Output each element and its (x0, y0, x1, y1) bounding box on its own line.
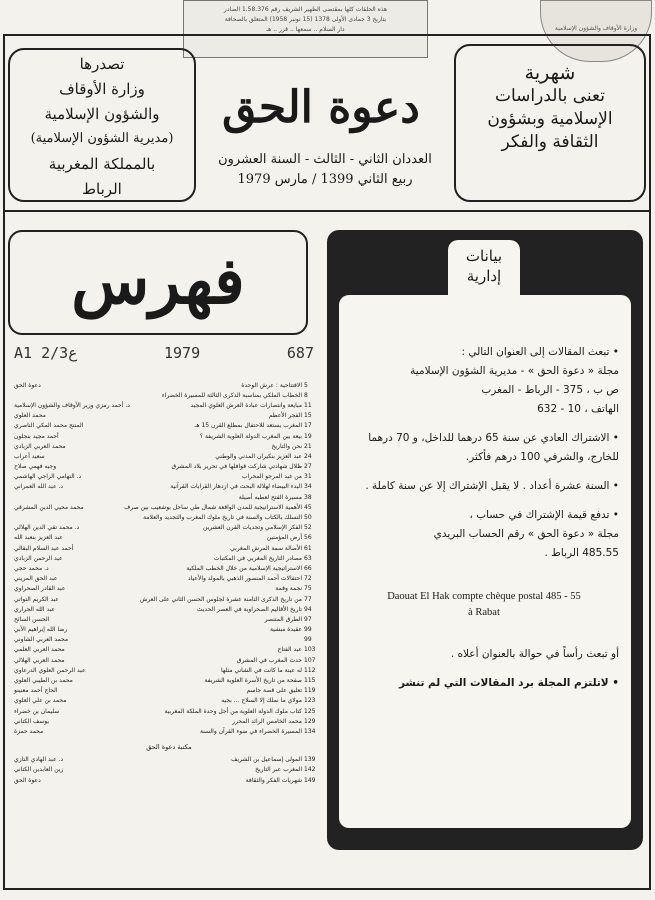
toc-row (14, 451, 324, 461)
toc-row (14, 775, 324, 785)
toc-author: محمد بن علي العلوي (14, 697, 67, 705)
toc-author: المنتج محمد المكي الناصري (14, 422, 84, 430)
toc-author: محمد العربي الزبادي (14, 442, 66, 450)
toc-article-title: نحن والتاريخ (271, 442, 302, 450)
toc-page-number: 8 (304, 391, 308, 399)
toc-article-title: من غيد المرجو المحراب (241, 473, 302, 481)
payment-account-line: مجلة « دعوة الحق » رقم الحساب البريدي (433, 528, 619, 540)
toc-article-title: بيعة بين المغرب الدولة العلوية الشريفة ؟ (199, 432, 302, 440)
toc-page-number: 77 (304, 595, 312, 603)
toc-page-number: 56 (304, 534, 312, 542)
admin-heading (448, 240, 520, 300)
toc-article-title: الأصالة سمة المرش المغربي (230, 544, 302, 552)
toc-article-title: الطرق المتنصر (264, 615, 302, 623)
catalog-year: 1979 (164, 344, 201, 362)
toc-author: وجيه فهمي صلاح (14, 463, 57, 471)
postal-box: ص ب ، 375 - الرباط - المغرب (481, 384, 619, 396)
toc-row (14, 716, 324, 726)
toc-page-number: 11 (304, 401, 312, 409)
toc-article-title: مصادر التاريخ المغربي في المكتبات (213, 554, 302, 562)
masthead-title: دعوة الحق (222, 82, 420, 133)
toc-page-number: 19 (304, 432, 312, 440)
toc-article-title: تعليق على قصة جاسم (246, 687, 302, 695)
toc-article-title: الفكر الإسلامي وتحديات القرن العشرين (203, 524, 302, 532)
toc-page-number: 72 (304, 575, 312, 583)
toc-page-number: 63 (304, 554, 312, 562)
toc-author: عبد الرحمن الزبادي (14, 554, 63, 562)
toc-article-title: تاريخ الأقاليم الصحراوية في العصر الحديث (196, 605, 302, 613)
toc-page-number: 66 (304, 564, 312, 572)
payment-intro: • تدفع قيمة الإشتراك في حساب ، (470, 509, 620, 521)
toc-page-number: 31 (304, 473, 312, 481)
toc-row (14, 635, 324, 645)
table-of-contents (14, 380, 324, 785)
toc-row (14, 390, 324, 400)
toc-author: زين العابدين الكتاني (14, 766, 64, 774)
toc-page-number: 97 (304, 615, 312, 623)
index-title: فهرس (8, 230, 308, 335)
toc-author: محمد العلوي (14, 412, 46, 420)
publisher-line: الرباط (82, 180, 122, 198)
toc-author: محمد العربي الهلالي (14, 656, 65, 664)
payment-account-number: 485.55 الرباط . (544, 547, 619, 559)
toc-article-title: من تاريخ الذكرى الثامنة عشرة لجلوس الحسن الثاني على العرش (140, 595, 302, 603)
toc-page-number: 134 (304, 727, 316, 735)
toc-page-number: 24 (304, 452, 312, 460)
toc-row (14, 512, 324, 522)
toc-page-number: 142 (304, 766, 316, 774)
french-account-city: à Rabat (468, 607, 500, 618)
toc-page-number: 21 (304, 442, 312, 450)
phone-number: الهاتف ، 10 - 632 (537, 403, 619, 415)
toc-article-title: الفجر الأعظم (268, 412, 302, 420)
admin-info-panel (339, 295, 631, 828)
toc-row (14, 482, 324, 492)
toc-article-title: شهريات الفكر والثقافة (245, 776, 302, 784)
toc-row (14, 400, 324, 410)
toc-page-number: 103 (304, 646, 316, 654)
header-divider (3, 210, 651, 212)
toc-page-number: 107 (304, 656, 316, 664)
toc-author: دعوة الحق (14, 776, 41, 784)
issue-info (200, 150, 450, 190)
toc-article-title: عقيدة مبشية (269, 626, 302, 634)
publisher-line: تصدرها (79, 55, 125, 73)
toc-article-title: المولى إسماعيل بن الشريف (231, 756, 302, 764)
toc-page-number: 45 (304, 503, 312, 511)
toc-row (14, 675, 324, 685)
toc-article-title: المغرب عبر التاريخ (255, 766, 302, 774)
subject-line: الإسلامية وبشؤون (487, 109, 613, 129)
toc-page-number: 112 (304, 666, 316, 674)
toc-row (14, 696, 324, 706)
toc-author: الحسن السائح (14, 615, 50, 623)
toc-author: سعيد أعراب (14, 452, 45, 460)
toc-page-number: 61 (304, 544, 312, 552)
subject-line: الثقافة والفكر (501, 132, 599, 152)
toc-row (14, 380, 324, 390)
submission-address-intro: • تبعث المقالات إلى العنوان التالي : (461, 346, 619, 358)
stamp-line: هذه الحلقات كلها بمقتضى الظهير الشريف رقم 1.58.376 الصادر (223, 6, 388, 13)
toc-article-title: المسيرة الخضراء في ضوء القرآن والسنة (199, 727, 302, 735)
toc-row (14, 686, 324, 696)
toc-page-number: 94 (304, 605, 312, 613)
submission-address-line: مجلة « دعوة الحق » - مديرية الشؤون الإسلامية (410, 365, 619, 377)
seal-text: وزارة الأوقاف والشؤون الإسلامية (554, 25, 638, 32)
toc-page-number: 99 (304, 636, 312, 644)
stamp-line: دار السلام .. سمعها .. قرر .. هـ (266, 26, 345, 33)
toc-page-number: 27 (304, 463, 312, 471)
toc-article-title: محمد الخامس الرائد المحرر (232, 717, 302, 725)
toc-page-number: 75 (304, 585, 312, 593)
toc-author: أحمد عبد السلام البقالي (14, 544, 74, 552)
toc-article-title: مولاي ما نملك إلا السلاح ... بجيه (221, 697, 302, 705)
toc-article-title: مسيرة الفتح لعطيه أصيلة (238, 493, 302, 501)
subject-box (454, 44, 646, 202)
publisher-line: (مديرية الشؤون الإسلامية) (30, 131, 174, 146)
subject-line: تعنى بالدراسات (494, 86, 605, 106)
toc-article-title: البدء البيضاء لهلالة البحث في ازدهار القرابات القرآنية (170, 483, 302, 491)
french-account-line: Daouat El Hak compte chèque postal 485 - 55 (387, 591, 581, 602)
toc-author: د. محمد تقي الدين الهلالي (14, 524, 80, 532)
toc-author: د. محمد حجي (14, 564, 49, 572)
toc-page-number: 123 (304, 697, 316, 705)
toc-author: محمد محيي الدين المشرقي (14, 503, 84, 511)
toc-row (14, 543, 324, 553)
toc-row (14, 563, 324, 573)
toc-page-number: 52 (304, 524, 312, 532)
toc-article-title: احتفالات أحمد المنصور الذهبي بالمولد والأعياد (188, 575, 302, 583)
toc-author: عبد الحق المريني (14, 575, 58, 583)
publisher-box (8, 48, 196, 202)
toc-author: عبد الكريم التواتي (14, 595, 59, 603)
toc-article-title: له عينة ما كانت في الشاني مثلها (220, 666, 302, 674)
toc-author: الحاج أحمد معنينو (14, 687, 58, 695)
toc-author: د. التهامي الراجي الهاشمي (14, 473, 82, 481)
publisher-line: وزارة الأوقاف (59, 80, 145, 98)
toc-page-number: 5 (304, 381, 308, 389)
toc-author: د. عبد الله العمراني (14, 483, 64, 491)
french-account-note (349, 589, 619, 621)
toc-row (14, 472, 324, 482)
toc-row (14, 625, 324, 635)
toc-article-title: صفحة من تاريخ الأسرة العلوية الشريفة (204, 677, 302, 685)
toc-row (14, 421, 324, 431)
toc-row (14, 492, 324, 502)
toc-author: د. عبد الهادي التازي (14, 756, 64, 764)
toc-page-number: 149 (304, 776, 316, 784)
toc-page-number: 125 (304, 707, 316, 715)
toc-article-title: مبايعة وانتصارات عبادة العرش العلوي المجيد (190, 401, 302, 409)
toc-row (14, 462, 324, 472)
toc-author: عبد الرحمن العلوي الدرعاوي (14, 666, 86, 674)
toc-author: محمد العربي الشاوني (14, 636, 69, 644)
toc-row (14, 665, 324, 675)
subscription-terms: • السنة عشرة أعداد . لا يقبل الإشتراك إلا عن سنة كاملة . (349, 477, 619, 496)
admin-heading-line: بيانات (465, 247, 503, 265)
toc-article-title: التسلك بالكتاب والسنة في تاريخ ملوك المغرب والتجديد والعلامة (143, 514, 302, 522)
toc-row (14, 411, 324, 421)
toc-page-number: 38 (304, 493, 312, 501)
toc-row (14, 502, 324, 512)
toc-row (14, 431, 324, 441)
toc-row (14, 765, 324, 775)
toc-article-title: نجمة وقمة (275, 585, 302, 593)
toc-author: محمد العربي العلمي (14, 646, 65, 654)
toc-page-number: 15 (304, 412, 312, 420)
toc-article-title: ظلال شهادتي شاركت قوافلها في تحرير بلاد المشرق (171, 463, 302, 471)
toc-row (14, 441, 324, 451)
toc-article-title: حدث المغرب في المشرق (236, 656, 302, 664)
no-return-notice: • لاتلتزم المجلة برد المقالات التي لم تنشر (349, 674, 619, 693)
toc-article-title: عبد العزيز بنكيران المدني والوطني (215, 452, 302, 460)
toc-row (14, 726, 324, 736)
toc-page-number: 99 (304, 626, 312, 634)
toc-author: محمد حمزة (14, 727, 44, 735)
toc-article-title: أرض المؤمنين (266, 534, 302, 542)
toc-row (14, 655, 324, 665)
toc-row (14, 584, 324, 594)
toc-page-number: 17 (304, 422, 312, 430)
toc-row (14, 574, 324, 584)
toc-page-number: 129 (304, 717, 316, 725)
toc-row (14, 755, 324, 765)
toc-article-title: الاستراتيجية الإسلامية من خلال الخطب الملكية (186, 564, 302, 572)
toc-section-title: مكتبة دعوة الحق (146, 742, 192, 751)
admin-heading-line: إدارية (466, 267, 502, 285)
money-order-note: أو تبعث رأساً في حوالة بالعنوان أعلاه . (450, 648, 619, 660)
toc-page-number: 115 (304, 677, 316, 685)
catalog-code: A1 2/3ع (14, 344, 78, 362)
subject-line: شهرية (524, 62, 576, 84)
toc-page-number: 34 (304, 483, 312, 491)
handwritten-catalog-mark (14, 344, 314, 362)
toc-author: عبد القادر الصحراوي (14, 585, 66, 593)
toc-page-number: 50 (304, 514, 312, 522)
catalog-number: 687 (286, 344, 314, 362)
toc-row (14, 553, 324, 563)
issue-numbers: العددان الثاني - الثالث - السنة العشرون (218, 152, 432, 167)
toc-row (14, 604, 324, 614)
issue-date: ربيع الثاني 1399 / مارس 1979 (237, 172, 413, 187)
toc-page-number: 119 (304, 687, 316, 695)
toc-author: محمد بن الطيبي العلوي (14, 677, 73, 685)
toc-author: د. أحمد رمزي وزير الأوقاف والشؤون الإسلامية (14, 401, 130, 409)
toc-row (14, 645, 324, 655)
toc-author: دعوة الحق (14, 381, 41, 389)
toc-row (14, 523, 324, 533)
toc-article-title: المغرب يستعد للاحتفال بمطلع القرن 15 هـ (194, 422, 302, 430)
toc-article-title: الأهمية الاستراتيجية للمدن الواقعة شمال طي ساحل بوشعيب بين صرف (124, 503, 302, 511)
toc-author: عبد الله الجراري (14, 605, 55, 613)
toc-row (14, 614, 324, 624)
toc-article-title: عبد الفتاح (277, 646, 302, 654)
toc-article-title: الخطاب الملكي بمناسبة الذكرى الثالثة للمسيرة الخضراء (161, 391, 302, 399)
toc-author: سليمان بن خضراء (14, 707, 60, 715)
toc-author: عبد العزيز بنعبد الله (14, 534, 63, 542)
subscription-rates: • الاشتراك العادي عن سنة 65 درهما للداخل، و 70 درهما للخارج، والشرفي 100 درهم فأكثر. (349, 429, 619, 467)
toc-article-title: الافتتاحية : عرش الوحدة (241, 381, 302, 389)
publisher-line: والشؤون الإسلامية (44, 105, 160, 123)
toc-author: يوسف الكتاني (14, 717, 50, 725)
stamp-line: بتاريخ 3 جمادى الأولى 1378 (15 نونبر 1958) المتعلق بالصحافة (224, 16, 387, 23)
toc-row (14, 706, 324, 716)
toc-author: أحمد مجيد بنجلون (14, 432, 59, 440)
publisher-line: بالمملكة المغربية (48, 155, 156, 173)
toc-author: رضا الله إبراهيم الأبي (14, 626, 68, 634)
toc-row (14, 533, 324, 543)
toc-article-title: كتاب ملوك الدولة العلوية من أجل وحدة الملكة المغربية (164, 707, 302, 715)
toc-row (14, 594, 324, 604)
toc-page-number: 139 (304, 756, 316, 764)
